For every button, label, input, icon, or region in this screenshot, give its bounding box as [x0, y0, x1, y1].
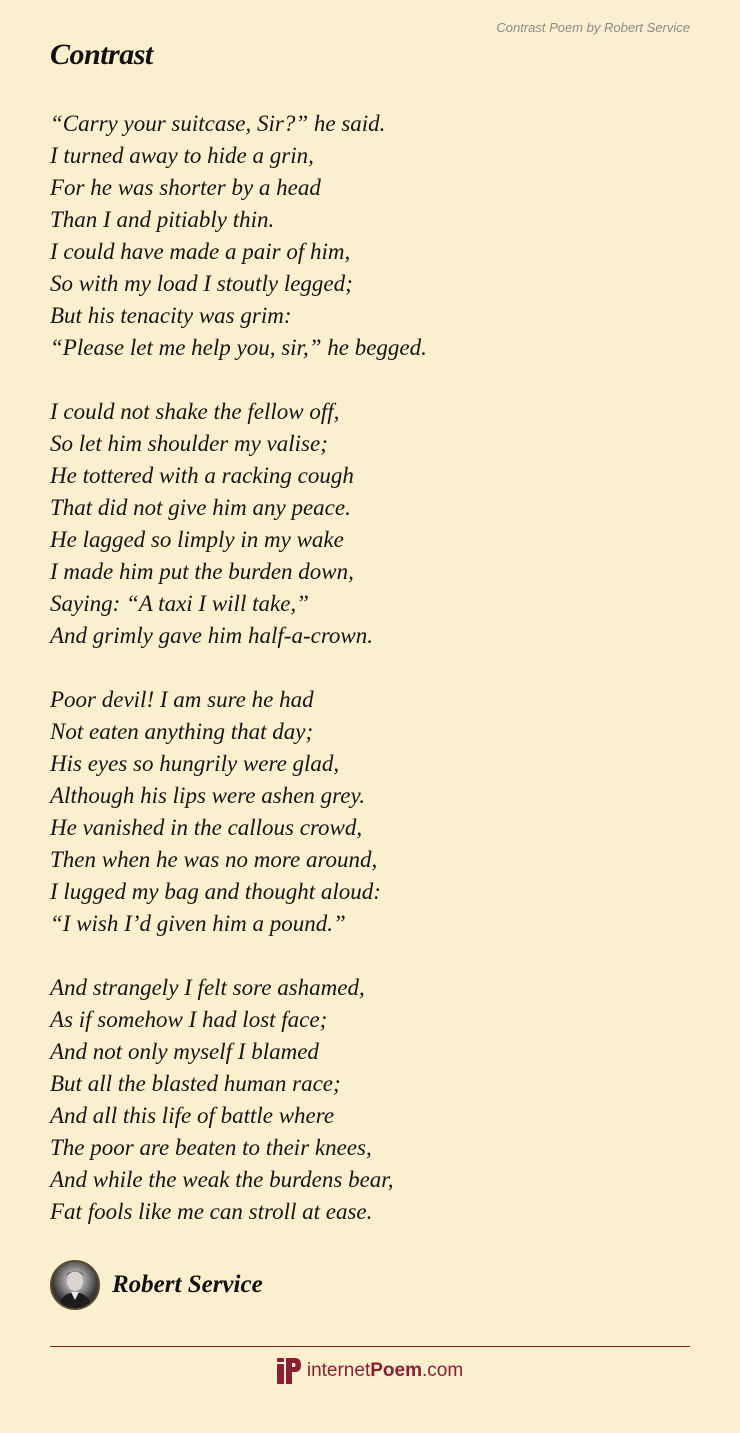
stanza-gap: [50, 940, 690, 972]
brand-strong: Poem: [370, 1360, 422, 1381]
footer-divider: [50, 1346, 690, 1347]
poem-line: So let him shoulder my valise;: [50, 431, 328, 456]
poem-line: Although his lips were ashen grey.: [50, 783, 366, 808]
poem-line: Not eaten anything that day;: [50, 719, 314, 744]
poem-line: I made him put the burden down,: [50, 559, 354, 584]
poem-line: The poor are beaten to their knees,: [50, 1135, 372, 1160]
stanza-gap: [50, 652, 690, 684]
poem-title: Contrast: [50, 38, 153, 71]
ip-logo-icon: [277, 1358, 301, 1384]
author-name[interactable]: Robert Service: [112, 1271, 263, 1298]
stanza: [50, 108, 690, 364]
poem-line: And grimly gave him half-a-crown.: [50, 623, 374, 648]
poem-line: That did not give him any peace.: [50, 495, 351, 520]
poem-line: He lagged so limply in my wake: [50, 527, 344, 552]
brand-prefix: internet: [306, 1360, 371, 1381]
poem-line: And all this life of battle where: [50, 1103, 335, 1128]
poem-line: Fat fools like me can stroll at ease.: [50, 1199, 373, 1224]
stanza: [50, 396, 690, 652]
poem-line: Saying: “A taxi I will take,”: [50, 591, 309, 616]
author-portrait-icon: [52, 1262, 98, 1308]
poem-line: “Please let me help you, sir,” he begged.: [50, 335, 427, 360]
poem-line: I turned away to hide a grin,: [50, 143, 314, 168]
poem-line: But his tenacity was grim:: [50, 303, 292, 328]
poem-line: And while the weak the burdens bear,: [50, 1167, 394, 1192]
poem-line: And strangely I felt sore ashamed,: [50, 975, 365, 1000]
stanza-gap: [50, 364, 690, 396]
stanza: [50, 684, 690, 940]
poem-line: I lugged my bag and thought aloud:: [50, 879, 381, 904]
poem-line: I could not shake the fellow off,: [50, 399, 340, 424]
poem-line: But all the blasted human race;: [50, 1071, 341, 1096]
poem-line: For he was shorter by a head: [50, 175, 321, 200]
poem-source-caption: Contrast Poem by Robert Service: [496, 20, 690, 35]
poem-line: Then when he was no more around,: [50, 847, 378, 872]
poem-line: His eyes so hungrily were glad,: [50, 751, 340, 776]
brand-suffix: .com: [421, 1360, 464, 1381]
site-brand-link[interactable]: [0, 1358, 740, 1384]
poem-body: [50, 108, 690, 1228]
poem-line: As if somehow I had lost face;: [50, 1007, 328, 1032]
poem-line: And not only myself I blamed: [50, 1039, 319, 1064]
poem-line: “I wish I’d given him a pound.”: [50, 911, 346, 936]
author-block[interactable]: [50, 1260, 263, 1310]
poem-line: Poor devil! I am sure he had: [50, 687, 314, 712]
poem-line: He vanished in the callous crowd,: [50, 815, 363, 840]
author-avatar[interactable]: [50, 1260, 100, 1310]
poem-line: I could have made a pair of him,: [50, 239, 351, 264]
stanza: [50, 972, 690, 1228]
poem-line: Than I and pitiably thin.: [50, 207, 275, 232]
poem-line: He tottered with a racking cough: [50, 463, 354, 488]
poem-line: So with my load I stoutly legged;: [50, 271, 353, 296]
poem-line: “Carry your suitcase, Sir?” he said.: [50, 111, 386, 136]
